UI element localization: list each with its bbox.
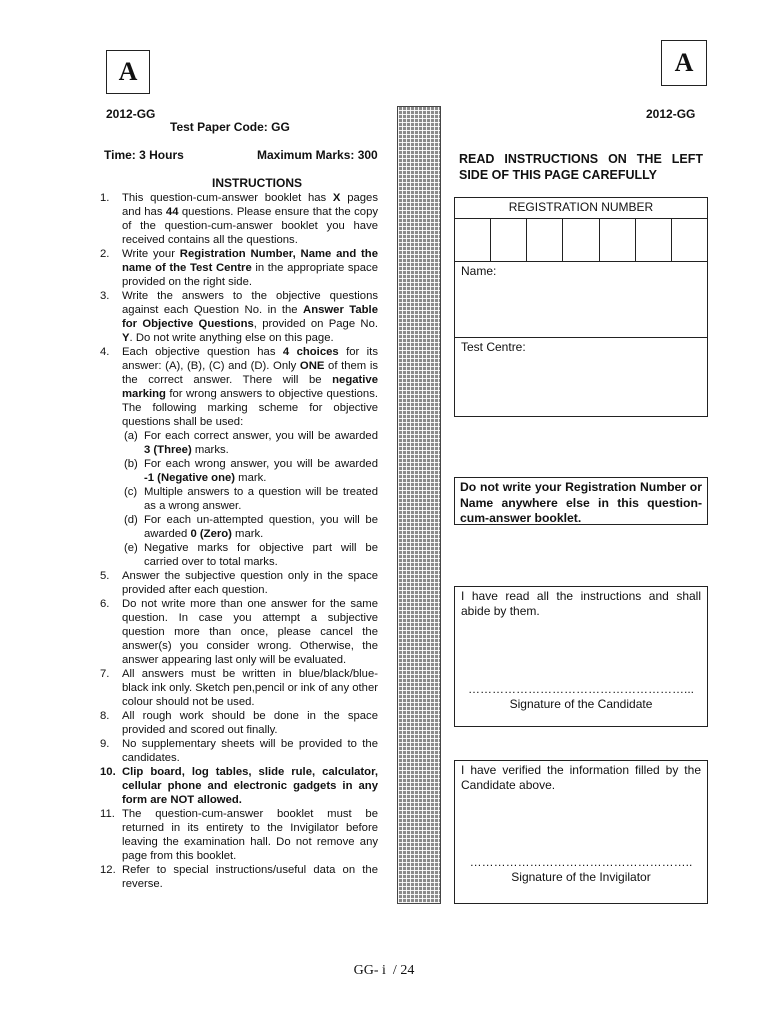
instruction-text: Answer the subjective question only in the space provided after each question. <box>122 570 378 596</box>
instruction-emphasis-text: Registration Number, Name and the name of the Test Centre <box>122 248 378 274</box>
test-centre-field[interactable] <box>455 338 707 416</box>
set-label-box-right <box>661 40 707 86</box>
invigilator-declaration-text: I have verified the information filled by the Candidate above. <box>461 763 701 792</box>
invigilator-signature-label: Signature of the Invigilator <box>511 870 651 884</box>
read-instructions-heading: READ INSTRUCTIONS ON THE LEFT SIDE OF THIS PAGE CAREFULLY <box>459 152 703 182</box>
instruction-text: Write the answers to the objective questions against each Question No. in the <box>122 290 378 316</box>
instruction-text: , provided on Page No. <box>253 318 378 330</box>
marking-scheme-label: (a) <box>124 430 138 442</box>
instruction-item <box>100 765 378 807</box>
instruction-text: Refer to special instructions/useful data on the reverse. <box>122 864 378 890</box>
instruction-text: Do not write more than one answer for the same question. In case you attempt a subjective question more than once, please cancel the answer(s) you consider wrong. Otherwise, the answer appearing last only will be evaluated. <box>122 598 378 666</box>
instruction-text: This question-cum-answer booklet has <box>122 192 333 204</box>
instruction-emphasis-text: Answer Table for Objective Questions <box>122 304 378 330</box>
instruction-number: 5. <box>100 570 110 582</box>
instruction-number: 2. <box>100 248 110 260</box>
instruction-number: 6. <box>100 598 110 610</box>
instruction-text: All rough work should be done in the space provided and scored out finally. <box>122 710 378 736</box>
registration-number-label: REGISTRATION NUMBER <box>508 200 654 214</box>
instruction-emphasis-text: Clip board, log tables, slide rule, calculator, cellular phone and electronic gadgets in any form are NOT allowed. <box>122 766 378 806</box>
reg-digit-cell[interactable] <box>563 219 599 261</box>
instruction-text: in the appropriate space provided on the right side. <box>122 262 378 288</box>
instruction-text: For each wrong answer, you will be awarded <box>144 458 378 470</box>
invigilator-signature-line[interactable]: ……………………………………………….. <box>469 855 693 869</box>
registration-box <box>454 197 708 417</box>
instruction-text: No supplementary sheets will be provided to the candidates. <box>122 738 378 764</box>
candidate-signature-line[interactable]: ………………………………………………... <box>467 682 694 696</box>
instruction-emphasis-text: -1 (Negative one) <box>144 472 236 484</box>
instruction-item <box>100 863 378 891</box>
instruction-item <box>100 737 378 765</box>
instruction-text: Write your <box>122 248 180 260</box>
candidate-declaration-box <box>454 586 708 727</box>
instruction-item <box>100 345 378 569</box>
instruction-emphasis-text: ONE <box>299 360 325 372</box>
instruction-emphasis-text: negative marking <box>122 374 378 400</box>
warning-text: Do not write your Registration Number or Name anywhere else in this question-cum-answer booklet. <box>460 480 702 525</box>
reg-digit-cell[interactable] <box>491 219 527 261</box>
instruction-number: 1. <box>100 192 110 204</box>
instruction-text: pages and has <box>122 192 378 218</box>
instruction-item <box>100 191 378 247</box>
instruction-emphasis-text: 3 (Three) <box>144 444 192 456</box>
instruction-item <box>100 289 378 345</box>
reg-digit-cell[interactable] <box>672 219 707 261</box>
instruction-item <box>100 667 378 709</box>
grid-divider-strip <box>397 106 441 904</box>
instruction-number: 11. <box>100 808 115 820</box>
instruction-emphasis-text: 0 (Zero) <box>190 528 232 540</box>
paper-code-left: 2012-GG <box>106 107 156 121</box>
instruction-item <box>100 709 378 737</box>
test-paper-code: Test Paper Code: GG <box>170 120 290 134</box>
instruction-text: questions. Please ensure that the copy of the question-cum-answer booklet you have received contains all the questions. <box>122 206 378 246</box>
reg-digit-cell[interactable] <box>600 219 636 261</box>
instruction-number: 3. <box>100 290 110 302</box>
candidate-declaration-text: I have read all the instructions and shall abide by them. <box>461 589 701 618</box>
set-label-right: A <box>674 48 694 77</box>
instruction-number: 10. <box>100 766 116 778</box>
invigilator-declaration-box <box>454 760 708 904</box>
instruction-text: For each un-attempted question, you will be awarded <box>144 514 378 540</box>
instruction-text: for its answer: (A), (B), (C) and (D). Only <box>122 346 378 372</box>
instruction-text: . Do not write anything else on this page. <box>129 332 334 344</box>
instruction-text: mark. <box>235 472 267 484</box>
marking-scheme-item <box>122 457 378 485</box>
instruction-text: For each correct answer, you will be awarded <box>144 430 378 442</box>
instruction-number: 8. <box>100 710 110 722</box>
time-allowed: Time: 3 Hours <box>104 148 184 162</box>
reg-digit-cell[interactable] <box>455 219 491 261</box>
warning-box <box>454 477 708 525</box>
instruction-emphasis-text: 4 choices <box>282 346 339 358</box>
marking-scheme-item <box>122 513 378 541</box>
marking-scheme-item <box>122 429 378 457</box>
instruction-text: All answers must be written in blue/black/blue-black ink only. Sketch pen,pencil or ink of any other colour should not be used. <box>122 668 378 708</box>
instruction-item <box>100 247 378 289</box>
instruction-emphasis-text: 44 <box>165 206 179 218</box>
marking-scheme-item <box>122 485 378 513</box>
instruction-number: 12. <box>100 864 116 876</box>
instruction-emphasis-text: Y <box>122 332 130 344</box>
marking-scheme-label: (d) <box>124 514 138 526</box>
instruction-text: Negative marks for objective part will be carried over to total marks. <box>144 542 378 568</box>
marking-scheme-list <box>122 429 378 569</box>
instruction-text: marks. <box>191 444 229 456</box>
instruction-text: for wrong answers to objective questions. The following marking scheme for objective questions shall be used: <box>122 388 378 428</box>
registration-number-cells[interactable] <box>455 218 707 262</box>
marking-scheme-label: (b) <box>124 458 138 470</box>
instruction-text: of them is the correct answer. There will be <box>122 360 378 386</box>
instruction-item <box>100 569 378 597</box>
page-number-footer: GG- i / 24 <box>353 963 415 978</box>
instruction-emphasis-text: X <box>332 192 341 204</box>
reg-digit-cell[interactable] <box>527 219 563 261</box>
instruction-item <box>100 807 378 863</box>
candidate-signature-label: Signature of the Candidate <box>509 697 653 711</box>
marking-scheme-label: (c) <box>124 486 138 498</box>
instructions-heading: INSTRUCTIONS <box>212 176 302 190</box>
name-label: Name: <box>461 264 497 278</box>
instruction-number: 7. <box>100 668 110 680</box>
instruction-number: 9. <box>100 738 110 750</box>
instruction-text: The question-cum-answer booklet must be returned in its entirety to the Invigilator before leaving the examination hall. Do not remove any page from this booklet. <box>122 808 378 862</box>
instructions-list <box>100 191 378 891</box>
maximum-marks: Maximum Marks: 300 <box>257 148 378 162</box>
instruction-item <box>100 597 378 667</box>
set-label-box-left <box>106 50 150 94</box>
instruction-text: Each objective question has <box>122 346 283 358</box>
marking-scheme-label: (e) <box>124 542 138 554</box>
instruction-text: mark. <box>231 528 264 540</box>
test-centre-label: Test Centre: <box>461 340 526 354</box>
name-field[interactable] <box>455 262 707 338</box>
instruction-number: 4. <box>100 346 110 358</box>
paper-code-right: 2012-GG <box>646 107 696 121</box>
reg-digit-cell[interactable] <box>636 219 672 261</box>
marking-scheme-item <box>122 541 378 569</box>
set-label-left: A <box>118 57 138 86</box>
instruction-text: Multiple answers to a question will be treated as a wrong answer. <box>144 486 378 512</box>
